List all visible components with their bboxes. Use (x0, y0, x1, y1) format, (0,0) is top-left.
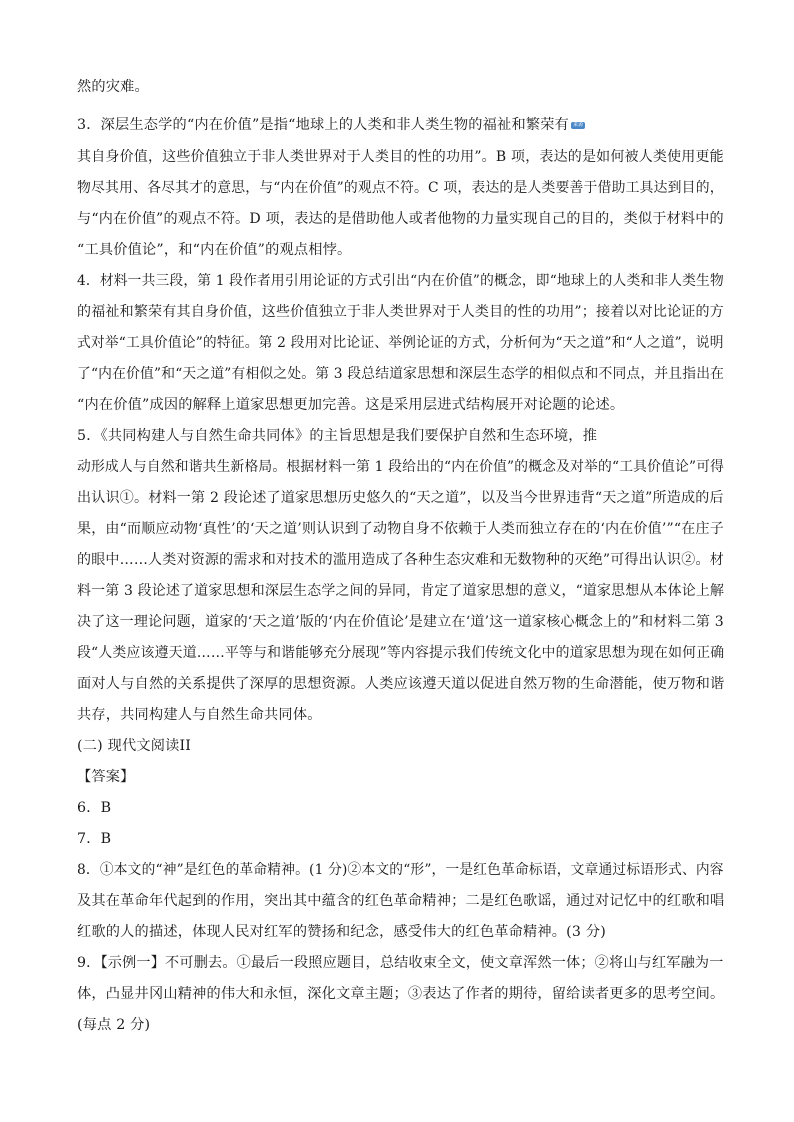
text-line: “工具价值论”，和“内在价值”的观点相悖。 (77, 242, 352, 258)
text-line: 的眼中……人类对资源的需求和对技术的滥用造成了各种生态灾难和无数物种的灭绝”可得出认识②。材 (77, 552, 724, 568)
text-line: 式对举“工具价值论”的特征。第 2 段用对比论证、举例论证的方式，分析何为“天之道”和“人之道”，说明 (77, 335, 724, 351)
text-line: 9．【示例一】不可删去。①最后一段照应题目，总结收束全文，使文章浑然一体；②将山与红军融为一 (77, 955, 724, 971)
text-line: “内在价值”成因的解释上道家思想更加完善。这是采用层进式结构展开对论题的论述。 (77, 397, 625, 413)
text-line: 果，由“而顺应动物‘真性’的‘天之道’则认识到了动物自身不依赖于人类而独立存在的‘内在价值’”“在庄子 (77, 521, 724, 537)
text-line: 红歌的人的描述，体现人民对红军的赞扬和纪念，感受伟大的红色革命精神。(3 分) (77, 924, 606, 940)
text-line: 决了这一理论问题，道家的‘天之道’版的‘内在价值论’是建立在‘道’这一道家核心概念上的”和材料二第 3 (77, 614, 724, 630)
answer-item: 6．B (77, 800, 112, 816)
text-line: 料一第 3 段论述了道家思想和深层生态学之间的异同，肯定了道家思想的意义，“道家思想从本体论上解 (77, 583, 725, 599)
answer-heading: 【答案】 (77, 769, 135, 785)
text-line: 段“人类应该遵天道……平等与和谐能够充分展现”等内容提示我们传统文化中的道家思想为现在如何正确 (77, 645, 725, 661)
text-segment: 3．深层生态学的“内在价值”是指“地球上的人类和非人类生物的福祉和繁荣有 (77, 117, 569, 133)
text-line: 4．材料一共三段，第 1 段作者用引用论证的方式引出“内在价值”的概念，即“地球上的人类和非人类生物 (77, 273, 724, 289)
text-line: (每点 2 分) (77, 1017, 151, 1033)
text-line: 及其在革命年代起到的作用，突出其中蕴含的红色革命精神；二是红色歌谣，通过对记忆中的红歌和唱 (77, 893, 725, 909)
text-line (77, 115, 585, 135)
text-line: 了“内在价值”和“天之道”有相似之处。第 3 段总结道家思想和深层生态学的相似点和不同点，并且指出在 (77, 366, 725, 382)
text-line: 共存，共同构建人与自然生命共同体。 (77, 707, 322, 723)
text-line: 物尽其用、各尽其才的意思，与“内在价值”的观点不符。C 项，表达的是人类要善于借助工具达到目的， (77, 180, 724, 196)
text-line: 8．①本文的“神”是红色的革命精神。(1 分)②本文的“形”，一是红色革命标语，文章通过标语形式、内容 (77, 862, 724, 878)
text-line: 面对人与自然的关系提供了深厚的思想资源。人类应该遵天道以促进自然万物的生命潜能，使万物和谐 (77, 676, 725, 692)
text-line: 5．《共同构建人与自然生命共同体》的主旨思想是我们要保护自然和生态环境，推 (77, 428, 598, 444)
section-heading: (二) 现代文阅读II (77, 738, 192, 754)
text-line: 体，凸显井冈山精神的伟大和永恒，深化文章主题；③表达了作者的期待，留给读者更多的思考空间。 (77, 986, 725, 1002)
text-line: 动形成人与自然和谐共生新格局。根据材料一第 1 段给出的“内在价值”的概念及对举的“工具价值论”可得 (77, 459, 725, 475)
answer-item: 7．B (77, 831, 112, 847)
text-line: 的福祉和繁荣有其自身价值，这些价值独立于非人类世界对于人类目的性的功用”；接着以对比论证的方 (77, 304, 724, 320)
text-line: 与“内在价值”的观点不符。D 项，表达的是借助他人或者他物的力量实现自己的目的，类似于材料中的 (77, 211, 724, 227)
text-line: 其自身价值，这些价值独立于非人类世界对于人类目的性的功用”。B 项，表达的是如何被人类使用更能 (77, 149, 724, 165)
source-mark-icon: 来源 (573, 121, 584, 128)
text-line: 出认识①。材料一第 2 段论述了道家思想历史悠久的“天之道”，以及当今世界违背“天之道”所造成的后 (77, 490, 724, 506)
text-line: 然的灾难。 (77, 79, 149, 95)
